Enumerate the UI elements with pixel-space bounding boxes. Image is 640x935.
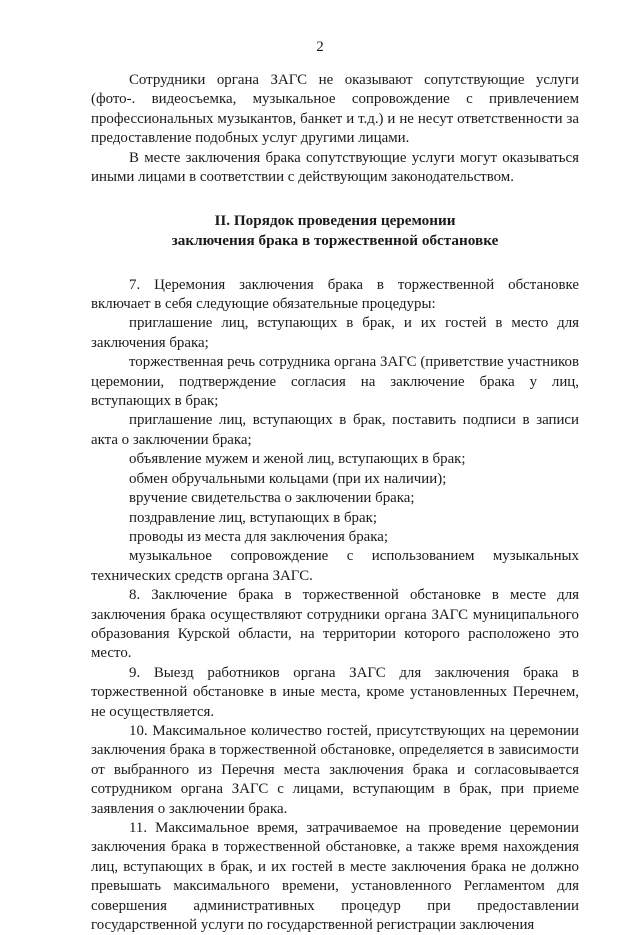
clause-9: 9. Выезд работников органа ЗАГС для заключения брака в торжественной обстановке в иные места, кроме установленных Перечнем, не осуществляется. xyxy=(91,664,579,720)
list-item: приглашение лиц, вступающих в брак, поставить подписи в записи акта о заключении брака; xyxy=(91,412,579,448)
intro-paragraph-1: Сотрудники органа ЗАГС не оказывают сопутствующие услуги (фото-. видеосъемка, музыкальное сопровождение с привлечением профессиональных музыкантов, банкет и т.д.) и не несут ответственности за предоставление подобных услуг другими лицами. xyxy=(91,72,579,147)
list-item: музыкальное сопровождение с использованием музыкальных технических средств органа ЗАГС. xyxy=(91,548,579,584)
list-item: проводы из места для заключения брака; xyxy=(129,528,389,545)
list-item: приглашение лиц, вступающих в брак, и их гостей в место для заключения брака; xyxy=(91,315,579,351)
list-item: обмен обручальными кольцами (при их наличии); xyxy=(129,470,447,487)
list-item: поздравление лиц, вступающих в брак; xyxy=(129,509,377,526)
intro-paragraph-2: В месте заключения брака сопутствующие услуги могут оказываться иными лицами в соответствии с действующим законодательством. xyxy=(91,149,579,186)
page-number: 2 xyxy=(316,39,324,55)
clause-10: 10. Максимальное количество гостей, присутствующих на церемонии заключения брака в торжественной обстановке, определяется в зависимости от выбранного из Перечня места заключения брака и согласовывается сотрудником органа ЗАГС с лицами, вступающим в брак, при приеме заявления о заключении брака. xyxy=(91,722,579,817)
list-item: вручение свидетельства о заключении брака; xyxy=(129,490,415,507)
clause-11: 11. Максимальное время, затрачиваемое на проведение церемонии заключения брака в торжественной обстановке, а также время нахождения лиц, вступающих в брак, и их гостей в месте заключения брака не должно превышать максимального времени, установленного Регламентом для совершения административных процедур при предоставлении государственной услуги по государственной регистрации заключения xyxy=(91,820,579,934)
list-item: торжественная речь сотрудника органа ЗАГС (приветствие участников церемонии, подтверждение согласия на заключение брака у лиц, вступающих в брак; xyxy=(91,354,579,410)
list-item: объявление мужем и женой лиц, вступающих в брак; xyxy=(129,451,466,468)
section-title xyxy=(91,211,579,250)
section-title-line-1: II. Порядок проведения церемонии xyxy=(214,212,456,230)
section-title-line-2: заключения брака в торжественной обстановке xyxy=(171,232,499,250)
clause-8: 8. Заключение брака в торжественной обстановке в месте для заключения брака осуществляют сотрудники органа ЗАГС муниципального образования Курской области, на территории которого расположено это место. xyxy=(91,587,579,662)
clause-7: 7. Церемония заключения брака в торжественной обстановке включает в себя следующие обязательные процедуры: xyxy=(91,276,579,313)
document-body xyxy=(91,71,579,935)
